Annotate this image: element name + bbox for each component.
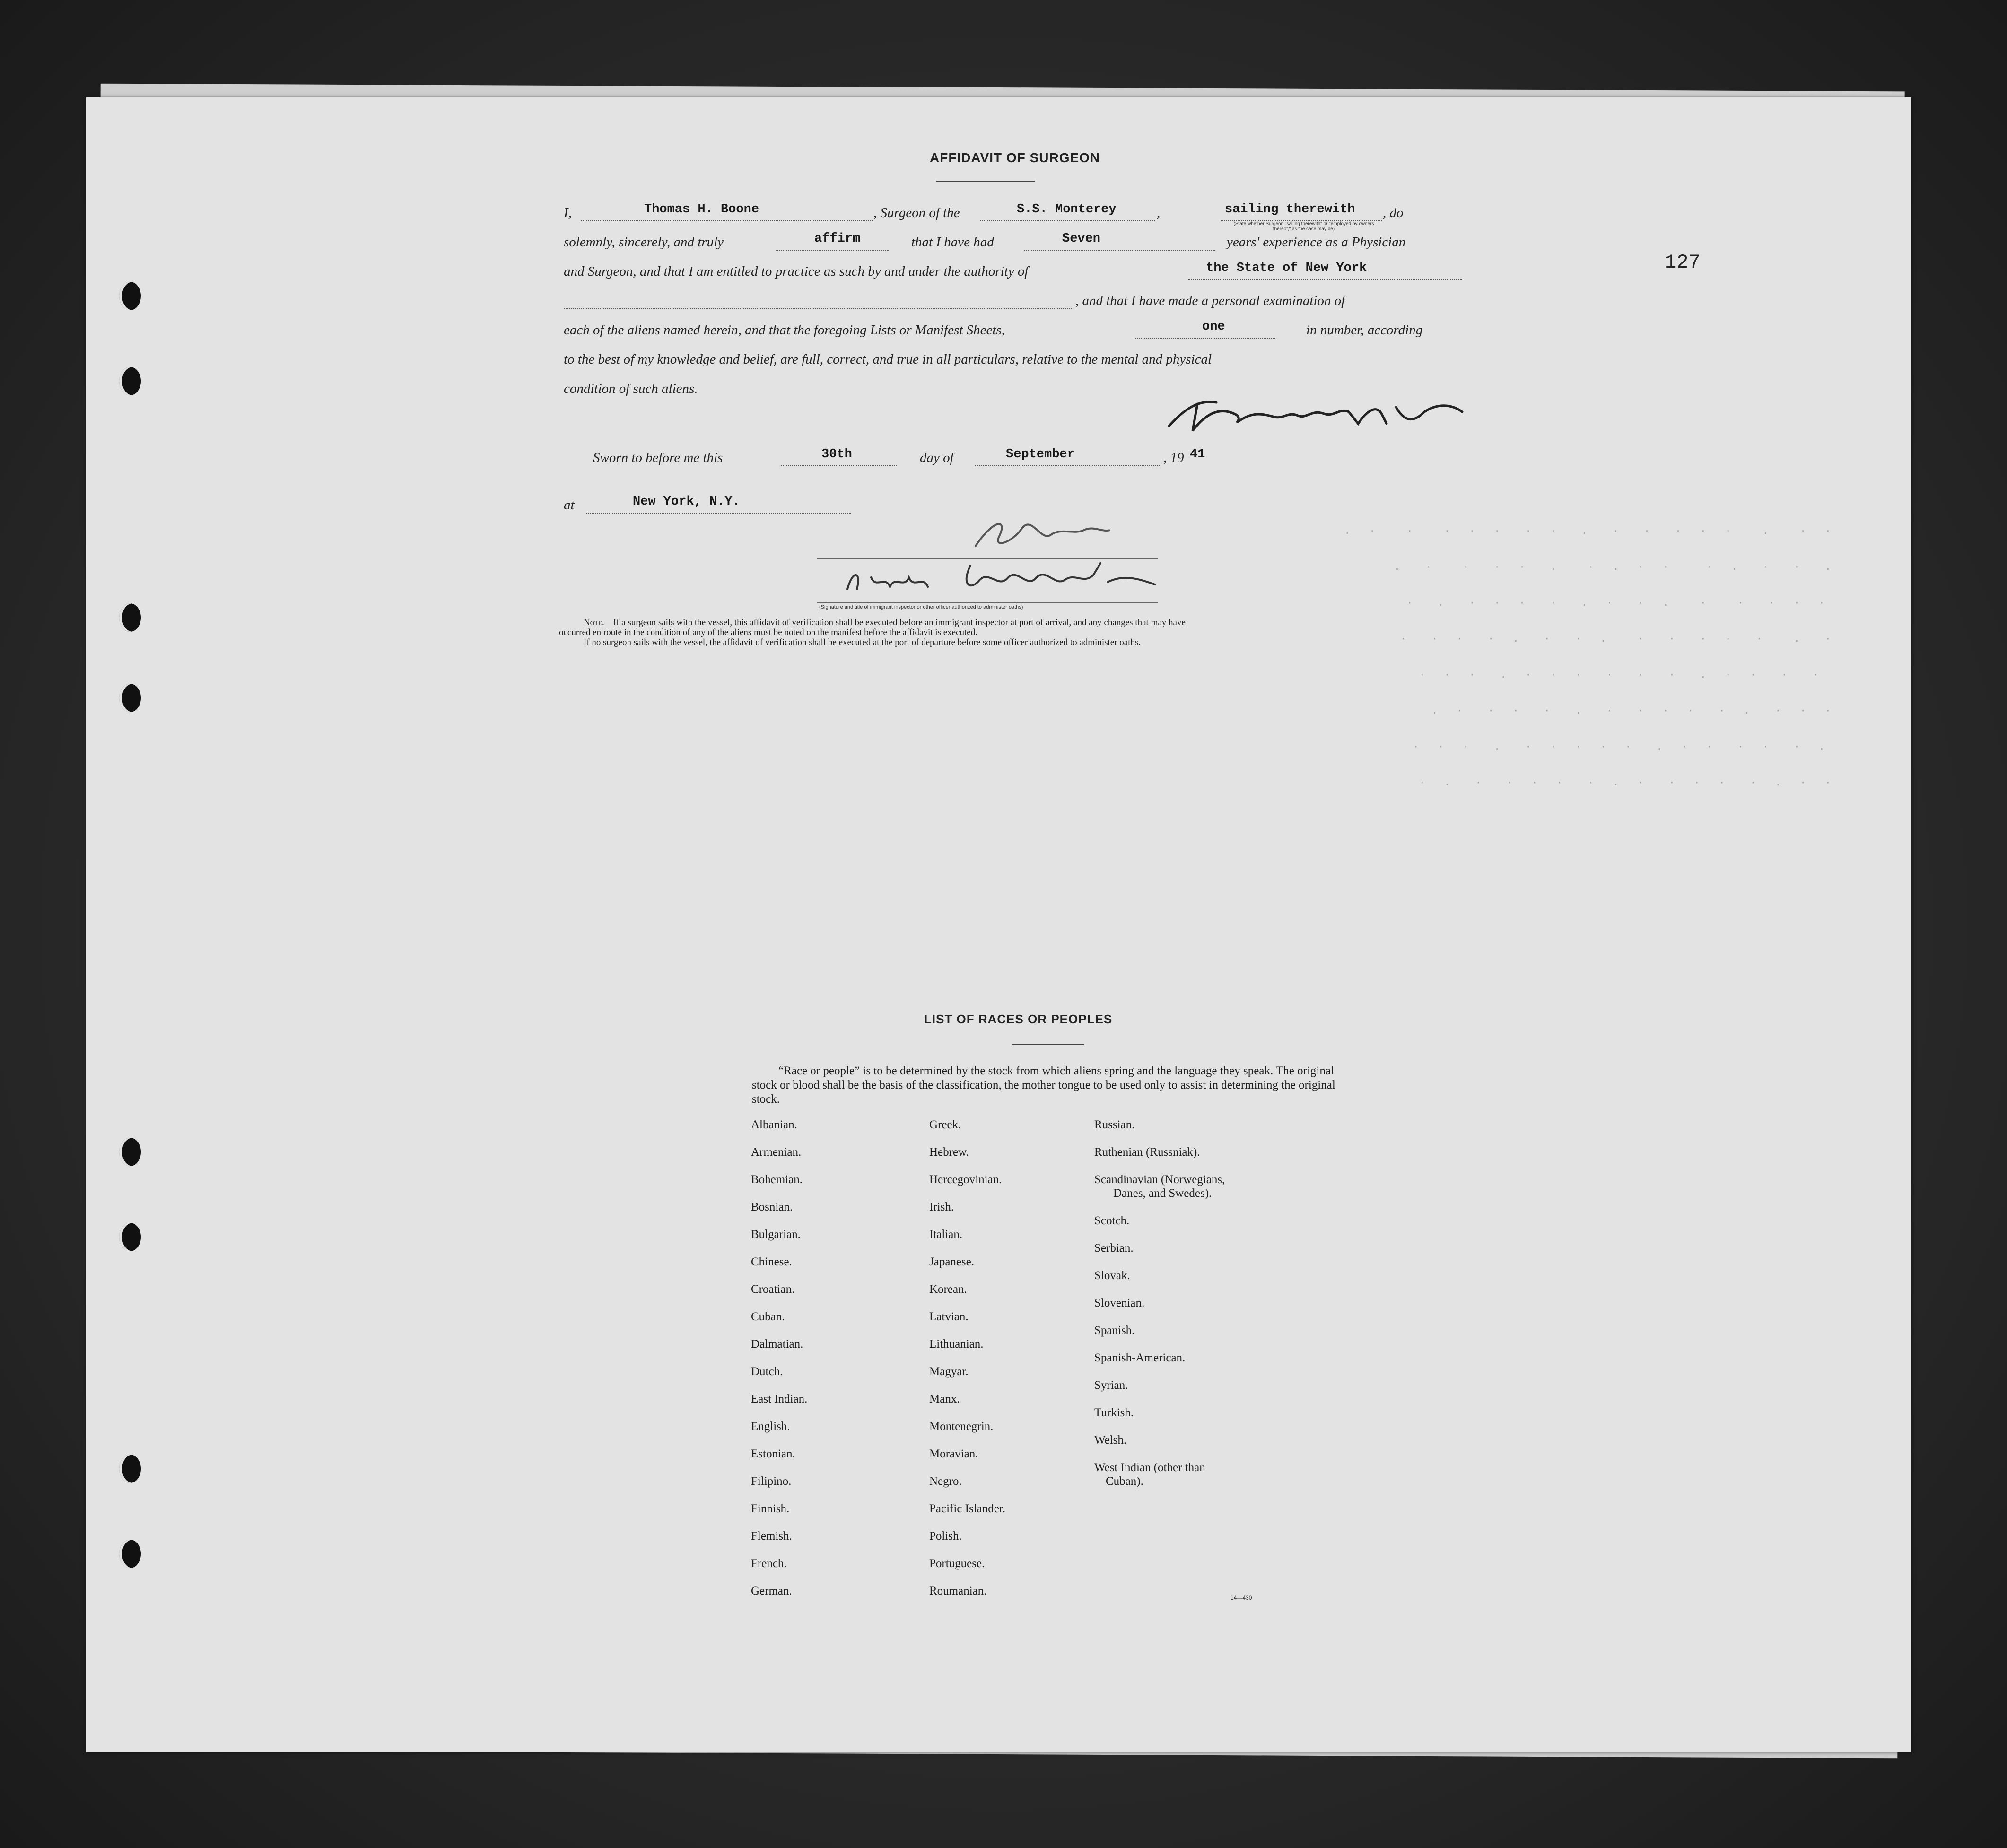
- affidavit-text: solemnly, sincerely, and truly: [564, 235, 724, 250]
- affidavit-text: day of: [920, 450, 954, 465]
- race-item: Spanish.: [1094, 1324, 1135, 1337]
- race-item: Pacific Islander.: [929, 1502, 1006, 1515]
- race-item: Korean.: [929, 1283, 967, 1296]
- race-item: Bulgarian.: [751, 1228, 801, 1241]
- race-item: Filipino.: [751, 1475, 792, 1488]
- document-page: [86, 97, 1911, 1752]
- fill-line: [1024, 250, 1215, 251]
- affidavit-text: I,: [564, 205, 572, 220]
- fill-line: [1134, 338, 1275, 339]
- race-item: French.: [751, 1557, 787, 1570]
- races-column-1: [751, 1118, 807, 1612]
- race-item: Russian.: [1094, 1118, 1135, 1131]
- race-item: Dalmatian.: [751, 1338, 803, 1351]
- licensing-authority: the State of New York: [1206, 261, 1367, 275]
- races-column-2: [929, 1118, 1005, 1612]
- punch-hole: [119, 367, 141, 395]
- sworn-year: 41: [1190, 447, 1205, 462]
- years-experience: Seven: [1062, 232, 1101, 246]
- note-label: Note.: [584, 618, 604, 628]
- fill-line: [564, 308, 1073, 309]
- race-item: Moravian.: [929, 1447, 978, 1460]
- race-item-continued: Cuban).: [1106, 1475, 1143, 1488]
- race-item: Welsh.: [1094, 1434, 1127, 1447]
- title-underline: [936, 181, 1035, 182]
- race-item: Lithuanian.: [929, 1338, 984, 1351]
- race-item: Greek.: [929, 1118, 961, 1131]
- race-item: Croatian.: [751, 1283, 795, 1296]
- inspector-caption: (Signature and title of immigrant inspector or other officer authorized to administer oaths): [819, 604, 1023, 610]
- sworn-month: September: [1006, 447, 1075, 462]
- surgeon-name: Thomas H. Boone: [644, 202, 759, 217]
- sheet-count: one: [1202, 320, 1225, 334]
- affidavit-text: at: [564, 497, 575, 513]
- race-item: Hercegovinian.: [929, 1173, 1002, 1186]
- race-item: English.: [751, 1420, 790, 1433]
- race-item: Latvian.: [929, 1310, 969, 1323]
- race-item: Roumanian.: [929, 1585, 987, 1597]
- race-item: Estonian.: [751, 1447, 795, 1460]
- affidavit-text: years' experience as a Physician: [1227, 235, 1406, 250]
- race-item: Irish.: [929, 1201, 954, 1213]
- race-item: Slovak.: [1094, 1269, 1130, 1282]
- race-item: Japanese.: [929, 1255, 975, 1268]
- fill-line: [975, 465, 1161, 466]
- races-column-3: [1094, 1118, 1225, 1488]
- race-item: Negro.: [929, 1475, 962, 1488]
- race-item: Serbian.: [1094, 1242, 1134, 1255]
- sworn-place: New York, N.Y.: [633, 495, 740, 509]
- punch-hole: [119, 1455, 141, 1483]
- ship-name: S.S. Monterey: [1017, 202, 1117, 217]
- race-item: Bohemian.: [751, 1173, 803, 1186]
- race-item: Italian.: [929, 1228, 963, 1241]
- note-line-1: —If a surgeon sails with the vessel, this affidavit of verification shall be executed before an immigrant inspector at port of arrival, and any changes that may have: [604, 618, 1186, 628]
- affidavit-text: ,: [1157, 205, 1161, 220]
- race-item: Finnish.: [751, 1502, 790, 1515]
- affidavit-text: , Surgeon of the: [873, 205, 960, 220]
- race-item: Turkish.: [1094, 1406, 1134, 1419]
- note-line-3: If no surgeon sails with the vessel, the affidavit of verification shall be executed at the port of departure before some officer authorized to administer oaths.: [584, 637, 1141, 647]
- punch-hole: [119, 1223, 141, 1251]
- race-item: Armenian.: [751, 1146, 802, 1159]
- bleed-through-text: · · . · · · · · . · · · · · · · . . · · . · · · . · . · · · · . · · · · · . · · . · · · · . · · . · · · · · . · · . · · · · · · · · . · · · · · · . · · · · · · . · · · · · . · · · · . . · · · · · . · · · · · . · · · · · . · · · · · . · · · · · . ·: [1344, 525, 1831, 789]
- race-item: Scotch.: [1094, 1214, 1130, 1227]
- race-item: German.: [751, 1585, 792, 1597]
- race-item: Dutch.: [751, 1365, 783, 1378]
- affidavit-text: that I have had: [911, 235, 994, 250]
- oath-type: affirm: [814, 232, 861, 246]
- race-item: Chinese.: [751, 1255, 792, 1268]
- race-item: Spanish-American.: [1094, 1351, 1186, 1364]
- affidavit-text: in number, according: [1306, 323, 1423, 338]
- race-item: Albanian.: [751, 1118, 797, 1131]
- surgeon-signature: [1160, 386, 1472, 438]
- form-number: 14—430: [1230, 1595, 1252, 1601]
- punch-hole: [119, 1540, 141, 1568]
- race-item: Flemish.: [751, 1530, 792, 1543]
- status-hint: (State whether Surgeon "sailing therewith" or "employed by owners thereof," as the case may be): [1233, 221, 1374, 232]
- page-number: 127: [1665, 251, 1701, 274]
- race-item: Magyar.: [929, 1365, 969, 1378]
- affidavit-text: , and that I have made a personal examination of: [1075, 293, 1345, 308]
- affidavit-title: AFFIDAVIT OF SURGEON: [930, 150, 1100, 165]
- race-item: Portuguese.: [929, 1557, 985, 1570]
- race-item: Syrian.: [1094, 1379, 1128, 1392]
- race-item: Hebrew.: [929, 1146, 969, 1159]
- races-title: LIST OF RACES OR PEOPLES: [924, 1012, 1113, 1026]
- race-item: East Indian.: [751, 1393, 808, 1405]
- punch-hole: [119, 684, 141, 712]
- race-item: Bosnian.: [751, 1201, 793, 1213]
- race-item: West Indian (other than: [1094, 1461, 1205, 1474]
- punch-hole: [119, 603, 141, 632]
- affidavit-text: , do: [1383, 205, 1404, 220]
- race-item: Ruthenian (Russniak).: [1094, 1146, 1200, 1159]
- fill-line: [781, 465, 897, 466]
- punch-hole: [119, 282, 141, 310]
- fill-line: [980, 220, 1155, 221]
- affidavit-text: and Surgeon, and that I am entitled to practice as such by and under the authority of: [564, 264, 1029, 279]
- affidavit-text: condition of such aliens.: [564, 381, 698, 396]
- race-item: Manx.: [929, 1393, 960, 1405]
- race-item: Polish.: [929, 1530, 962, 1543]
- race-item: Montenegrin.: [929, 1420, 994, 1433]
- race-item-continued: Danes, and Swedes).: [1113, 1187, 1212, 1200]
- affidavit-text: , 19: [1163, 450, 1184, 465]
- affidavit-text: Sworn to before me this: [593, 450, 723, 465]
- note-line-2: occurred en route in the condition of any of the aliens must be noted on the manifest before the affidavit is executed.: [559, 628, 977, 637]
- races-intro: “Race or people” is to be determined by the stock from which aliens spring and the language they speak. The original stock or blood shall be the basis of the classification, the mother tongue to be used only to assist in determining the original stock.: [752, 1064, 1335, 1106]
- surgeon-status: sailing therewith: [1225, 202, 1355, 217]
- race-item: Slovenian.: [1094, 1297, 1145, 1309]
- affidavit-text: to the best of my knowledge and belief, are full, correct, and true in all particulars, relative to the mental and physical: [564, 352, 1212, 367]
- fill-line: [776, 250, 889, 251]
- fill-line: [1188, 279, 1462, 280]
- sworn-day: 30th: [821, 447, 852, 462]
- affidavit-text: each of the aliens named herein, and that the foregoing Lists or Manifest Sheets,: [564, 323, 1005, 338]
- race-item: Scandinavian (Norwegians,: [1094, 1173, 1225, 1186]
- fill-line: [581, 220, 873, 221]
- punch-hole: [119, 1138, 141, 1166]
- races-title-underline: [1012, 1044, 1084, 1045]
- race-item: Cuban.: [751, 1310, 785, 1323]
